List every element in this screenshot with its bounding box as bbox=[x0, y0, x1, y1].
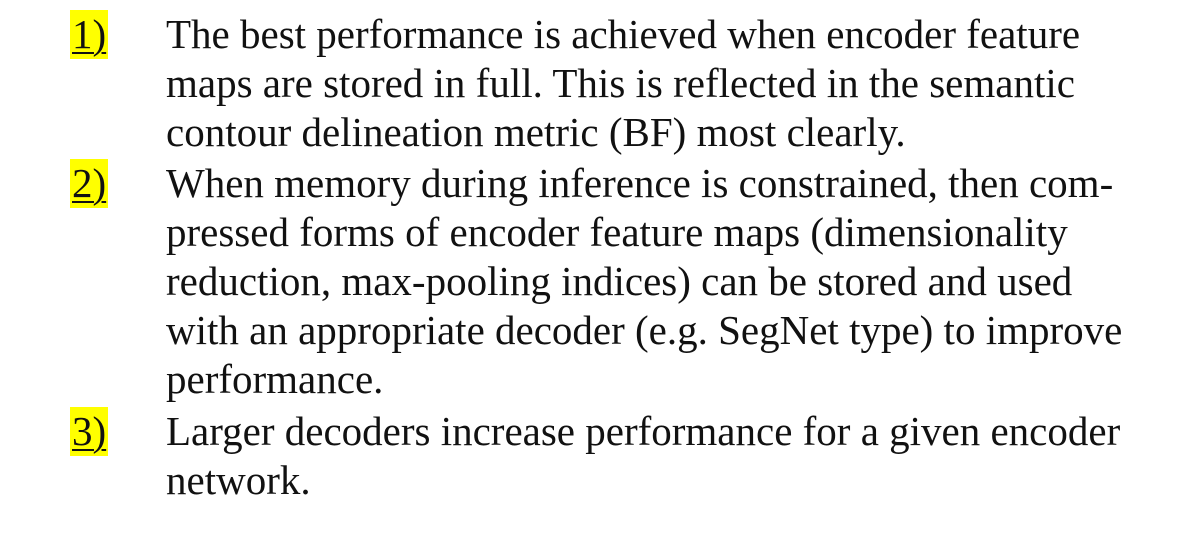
list-item-1-line-2: maps are stored in full. This is reflected in the semantic bbox=[166, 60, 1075, 106]
list-item-2-line-2: pressed forms of encoder feature maps (dimensionality bbox=[166, 209, 1068, 255]
list-number-2: 2) bbox=[72, 160, 107, 206]
list-item-3-text bbox=[166, 407, 1121, 505]
list-item-2-line-3: reduction, max-pooling indices) can be stored and used bbox=[166, 258, 1073, 304]
list-item-2-line-4: with an appropriate decoder (e.g. SegNet type) to improve bbox=[166, 307, 1123, 353]
list-number-3: 3) bbox=[72, 408, 107, 454]
list-item-2-line-5: performance. bbox=[166, 356, 384, 402]
list-item-3-line-1: Larger decoders increase performance for a given encoder bbox=[166, 408, 1121, 454]
list-number-1: 1) bbox=[72, 11, 107, 57]
list-item-2-text bbox=[166, 159, 1123, 404]
list-item-1-line-1: The best performance is achieved when encoder feature bbox=[166, 11, 1081, 57]
list-item-2-line-1: When memory during inference is constrained, then com- bbox=[166, 160, 1114, 206]
list-item-1-line-3: contour delineation metric (BF) most clearly. bbox=[166, 109, 906, 155]
list-item-3-line-2: network. bbox=[166, 457, 311, 503]
list-item-1-text bbox=[166, 10, 1081, 157]
